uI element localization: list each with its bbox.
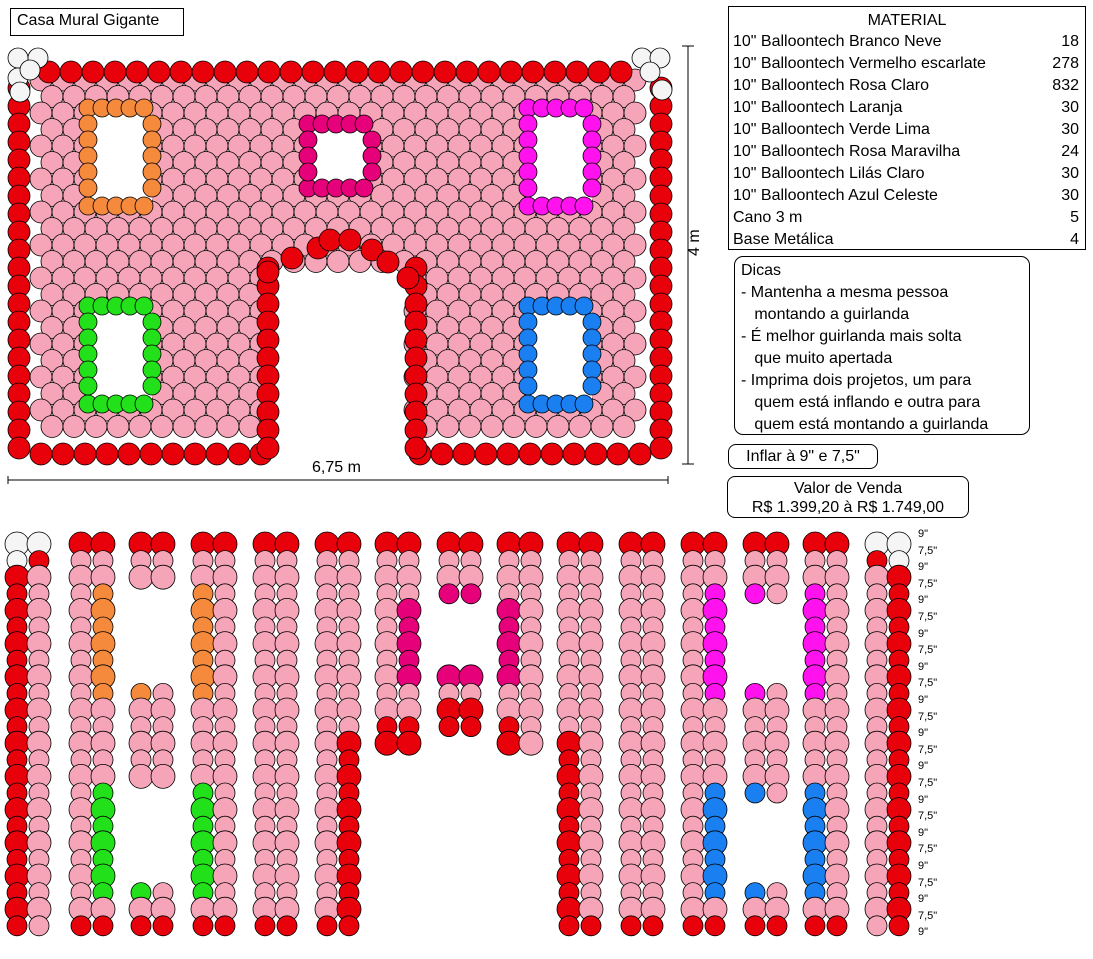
size-label: 7,5" bbox=[918, 843, 938, 856]
tip-line: quem está inflando e outra para bbox=[741, 394, 981, 411]
red-balloon bbox=[193, 916, 213, 936]
red-balloon bbox=[118, 443, 140, 465]
blue-balloon bbox=[583, 345, 601, 363]
pink-balloon bbox=[481, 416, 503, 438]
size-label: 7,5" bbox=[918, 677, 938, 690]
rose-balloon bbox=[299, 131, 317, 149]
material-row bbox=[729, 185, 1085, 207]
material-name: Base Metálica bbox=[733, 231, 834, 248]
material-rows bbox=[729, 31, 1085, 251]
red-balloon bbox=[184, 443, 206, 465]
red-balloon bbox=[257, 437, 279, 459]
rose-balloon bbox=[363, 131, 381, 149]
size-label: 7,5" bbox=[918, 876, 938, 889]
orange-balloon bbox=[135, 197, 153, 215]
red-balloon bbox=[8, 437, 30, 459]
blue-balloon bbox=[519, 329, 537, 347]
red-balloon bbox=[827, 916, 847, 936]
size-label: 7,5" bbox=[918, 710, 938, 723]
size-label: 9" bbox=[918, 561, 929, 574]
lilac-balloon bbox=[583, 147, 601, 165]
pink-balloon bbox=[151, 565, 175, 589]
size-label: 9" bbox=[918, 926, 929, 939]
tips-box bbox=[734, 256, 1030, 435]
rose-balloon bbox=[299, 147, 317, 165]
material-name: 10" Balloontech Verde Lima bbox=[733, 121, 930, 138]
red-balloon bbox=[317, 916, 337, 936]
red-balloon bbox=[377, 251, 399, 273]
pink-balloon bbox=[173, 416, 195, 438]
pink-balloon bbox=[129, 416, 151, 438]
red-balloon bbox=[397, 731, 421, 755]
rose-balloon bbox=[355, 115, 373, 133]
red-balloon bbox=[104, 61, 126, 83]
rose-balloon bbox=[439, 584, 459, 604]
material-qty: 30 bbox=[1061, 165, 1079, 182]
pink-balloon bbox=[41, 416, 63, 438]
red-balloon bbox=[71, 916, 91, 936]
orange-balloon bbox=[143, 163, 161, 181]
pink-balloon bbox=[85, 416, 107, 438]
pink-balloon bbox=[569, 416, 591, 438]
pink-balloon bbox=[591, 416, 613, 438]
white-balloon bbox=[20, 60, 40, 80]
red-balloon bbox=[96, 443, 118, 465]
red-balloon bbox=[257, 261, 279, 283]
red-balloon bbox=[153, 916, 173, 936]
blue-balloon bbox=[519, 361, 537, 379]
pink-balloon bbox=[195, 416, 217, 438]
red-balloon bbox=[228, 443, 250, 465]
blue-balloon bbox=[519, 313, 537, 331]
size-label: 7,5" bbox=[918, 810, 938, 823]
material-name: 10" Balloontech Rosa Maravilha bbox=[733, 143, 961, 160]
green-balloon bbox=[143, 313, 161, 331]
green-balloon bbox=[79, 329, 97, 347]
red-balloon bbox=[302, 61, 324, 83]
red-balloon bbox=[566, 61, 588, 83]
red-balloon bbox=[93, 916, 113, 936]
tip-line: - Mantenha a mesma pessoa bbox=[741, 284, 949, 301]
size-label: 9" bbox=[918, 594, 929, 607]
size-label: 9" bbox=[918, 727, 929, 740]
blue-balloon bbox=[575, 297, 593, 315]
green-balloon bbox=[79, 313, 97, 331]
material-qty: 278 bbox=[1052, 55, 1079, 72]
pink-balloon bbox=[437, 416, 459, 438]
size-label: 7,5" bbox=[918, 743, 938, 756]
orange-balloon bbox=[79, 131, 97, 149]
material-name: 10" Balloontech Laranja bbox=[733, 99, 903, 116]
pink-balloon bbox=[129, 565, 153, 589]
pink-balloon bbox=[107, 416, 129, 438]
material-qty: 18 bbox=[1061, 33, 1079, 50]
rose-balloon bbox=[355, 179, 373, 197]
size-label: 9" bbox=[918, 760, 929, 773]
red-balloon bbox=[456, 61, 478, 83]
size-label: 7,5" bbox=[918, 777, 938, 789]
red-balloon bbox=[497, 443, 519, 465]
orange-balloon bbox=[79, 179, 97, 197]
pink-balloon bbox=[767, 783, 787, 803]
material-row bbox=[729, 163, 1085, 185]
red-balloon bbox=[705, 916, 725, 936]
pink-balloon bbox=[151, 416, 173, 438]
green-balloon bbox=[143, 329, 161, 347]
red-balloon bbox=[7, 916, 27, 936]
material-row bbox=[729, 97, 1085, 119]
red-balloon bbox=[767, 916, 787, 936]
red-balloon bbox=[745, 916, 765, 936]
red-balloon bbox=[581, 916, 601, 936]
lilac-balloon bbox=[519, 115, 537, 133]
pink-balloon bbox=[525, 416, 547, 438]
red-balloon bbox=[214, 61, 236, 83]
white-balloon bbox=[652, 80, 672, 100]
height-dimension-label: 4 m bbox=[686, 229, 703, 256]
material-qty: 4 bbox=[1070, 231, 1079, 248]
red-balloon bbox=[610, 61, 632, 83]
blue-balloon bbox=[583, 361, 601, 379]
material-qty: 30 bbox=[1061, 121, 1079, 138]
red-balloon bbox=[519, 443, 541, 465]
green-balloon bbox=[143, 377, 161, 395]
pink-balloon bbox=[63, 416, 85, 438]
orange-balloon bbox=[143, 115, 161, 133]
lilac-balloon bbox=[519, 147, 537, 165]
red-balloon bbox=[889, 916, 909, 936]
material-heading: MATERIAL bbox=[867, 12, 947, 29]
material-row bbox=[729, 207, 1085, 229]
material-qty: 30 bbox=[1061, 187, 1079, 204]
green-balloon bbox=[143, 345, 161, 363]
red-balloon bbox=[339, 229, 361, 251]
material-qty: 30 bbox=[1061, 99, 1079, 116]
red-balloon bbox=[368, 61, 390, 83]
material-qty: 832 bbox=[1052, 77, 1079, 94]
material-name: 10" Balloontech Lilás Claro bbox=[733, 165, 925, 182]
blue-balloon bbox=[575, 395, 593, 413]
blue-balloon bbox=[583, 377, 601, 395]
size-label: 7,5" bbox=[918, 577, 938, 590]
pink-balloon bbox=[867, 916, 887, 936]
price-box bbox=[727, 476, 969, 518]
size-label: 7,5" bbox=[918, 611, 938, 623]
red-balloon bbox=[192, 61, 214, 83]
red-balloon bbox=[324, 61, 346, 83]
red-balloon bbox=[82, 61, 104, 83]
material-row bbox=[729, 141, 1085, 163]
red-balloon bbox=[475, 443, 497, 465]
rose-balloon bbox=[363, 163, 381, 181]
lilac-balloon bbox=[583, 115, 601, 133]
red-balloon bbox=[541, 443, 563, 465]
red-balloon bbox=[60, 61, 82, 83]
pink-balloon bbox=[767, 584, 787, 604]
red-balloon bbox=[339, 916, 359, 936]
size-label: 9" bbox=[918, 826, 929, 839]
red-balloon bbox=[461, 717, 481, 737]
pink-balloon bbox=[29, 916, 49, 936]
size-label: 9" bbox=[918, 694, 929, 706]
tip-line: - Imprima dois projetos, um para bbox=[741, 372, 972, 389]
green-balloon bbox=[79, 377, 97, 395]
red-balloon bbox=[585, 443, 607, 465]
pink-balloon bbox=[151, 764, 175, 788]
tips-lines bbox=[741, 282, 1023, 436]
red-balloon bbox=[683, 916, 703, 936]
red-balloon bbox=[390, 61, 412, 83]
tip-line: quem está montando a guirlanda bbox=[741, 416, 989, 433]
orange-balloon bbox=[143, 179, 161, 197]
red-balloon bbox=[629, 443, 651, 465]
inflate-note: Inflar à 9" e 7,5" bbox=[728, 444, 878, 469]
lilac-balloon bbox=[745, 584, 765, 604]
red-balloon bbox=[412, 61, 434, 83]
price-label: Valor de Venda bbox=[793, 480, 903, 497]
blue-balloon bbox=[519, 345, 537, 363]
red-balloon bbox=[126, 61, 148, 83]
size-label: 7,5" bbox=[918, 644, 938, 657]
orange-balloon bbox=[143, 147, 161, 165]
green-balloon bbox=[79, 361, 97, 379]
red-balloon bbox=[52, 443, 74, 465]
red-balloon bbox=[563, 443, 585, 465]
green-balloon bbox=[79, 345, 97, 363]
size-label: 9" bbox=[918, 793, 929, 806]
red-balloon bbox=[497, 731, 521, 755]
green-balloon bbox=[135, 297, 153, 315]
red-balloon bbox=[148, 61, 170, 83]
pink-balloon bbox=[503, 416, 525, 438]
red-balloon bbox=[544, 61, 566, 83]
green-balloon bbox=[143, 361, 161, 379]
red-balloon bbox=[170, 61, 192, 83]
pink-balloon bbox=[547, 416, 569, 438]
material-list bbox=[728, 6, 1086, 250]
orange-balloon bbox=[79, 147, 97, 165]
red-balloon bbox=[319, 229, 341, 251]
red-balloon bbox=[650, 437, 672, 459]
orange-balloon bbox=[79, 163, 97, 181]
material-qty: 5 bbox=[1070, 209, 1079, 226]
red-balloon bbox=[588, 61, 610, 83]
pink-balloon bbox=[613, 416, 635, 438]
red-balloon bbox=[131, 916, 151, 936]
window-opening bbox=[88, 108, 152, 206]
red-balloon bbox=[522, 61, 544, 83]
red-balloon bbox=[215, 916, 235, 936]
lilac-balloon bbox=[519, 131, 537, 149]
size-label: 9" bbox=[918, 528, 929, 540]
red-balloon bbox=[607, 443, 629, 465]
red-balloon bbox=[162, 443, 184, 465]
window-opening bbox=[88, 306, 152, 404]
white-balloon bbox=[10, 82, 30, 102]
size-label: 9" bbox=[918, 860, 929, 872]
material-name: 10" Balloontech Vermelho escarlate bbox=[733, 55, 986, 72]
red-balloon bbox=[74, 443, 96, 465]
window-opening bbox=[528, 306, 592, 404]
lilac-balloon bbox=[575, 99, 593, 117]
red-balloon bbox=[439, 717, 459, 737]
lilac-balloon bbox=[575, 197, 593, 215]
orange-balloon bbox=[135, 99, 153, 117]
window-opening bbox=[528, 108, 592, 206]
size-label: 9" bbox=[918, 660, 929, 673]
blue-balloon bbox=[583, 313, 601, 331]
material-name: 10" Balloontech Branco Neve bbox=[733, 33, 942, 50]
tip-line: montando a guirlanda bbox=[741, 306, 910, 323]
red-balloon bbox=[478, 61, 500, 83]
tips-heading: Dicas bbox=[741, 262, 782, 279]
lilac-balloon bbox=[583, 131, 601, 149]
red-balloon bbox=[397, 267, 419, 289]
size-label: 9" bbox=[918, 893, 929, 906]
red-balloon bbox=[255, 916, 275, 936]
blue-balloon bbox=[745, 783, 765, 803]
size-label: 7,5" bbox=[918, 544, 938, 557]
lilac-balloon bbox=[519, 179, 537, 197]
red-balloon bbox=[281, 247, 303, 269]
material-row bbox=[729, 53, 1085, 75]
red-balloon bbox=[500, 61, 522, 83]
material-row bbox=[729, 119, 1085, 141]
red-balloon bbox=[643, 916, 663, 936]
material-qty: 24 bbox=[1061, 143, 1079, 160]
tip-line: - É melhor guirlanda mais solta bbox=[741, 328, 962, 345]
red-balloon bbox=[405, 437, 427, 459]
red-balloon bbox=[30, 443, 52, 465]
red-balloon bbox=[346, 61, 368, 83]
green-balloon bbox=[135, 395, 153, 413]
size-label: 7,5" bbox=[918, 909, 938, 922]
rose-balloon bbox=[299, 163, 317, 181]
lilac-balloon bbox=[519, 163, 537, 181]
window-opening bbox=[308, 124, 372, 188]
tip-line: que muito apertada bbox=[741, 350, 893, 367]
blue-balloon bbox=[519, 377, 537, 395]
red-balloon bbox=[453, 443, 475, 465]
red-balloon bbox=[206, 443, 228, 465]
red-balloon bbox=[434, 61, 456, 83]
white-balloon bbox=[640, 62, 660, 82]
pink-balloon bbox=[129, 764, 153, 788]
material-name: Cano 3 m bbox=[733, 209, 803, 226]
red-balloon bbox=[280, 61, 302, 83]
red-balloon bbox=[375, 731, 399, 755]
red-balloon bbox=[805, 916, 825, 936]
material-row bbox=[729, 75, 1085, 97]
blue-balloon bbox=[583, 329, 601, 347]
price-value: R$ 1.399,20 à R$ 1.749,00 bbox=[751, 499, 945, 516]
material-row bbox=[729, 229, 1085, 251]
pink-balloon bbox=[327, 251, 349, 273]
diagram-title: Casa Mural Gigante bbox=[10, 8, 184, 36]
orange-balloon bbox=[143, 131, 161, 149]
size-label: 9" bbox=[918, 627, 929, 640]
material-name: 10" Balloontech Rosa Claro bbox=[733, 77, 930, 94]
pink-balloon bbox=[519, 731, 543, 755]
red-balloon bbox=[559, 916, 579, 936]
pink-balloon bbox=[459, 416, 481, 438]
red-balloon bbox=[140, 443, 162, 465]
red-balloon bbox=[236, 61, 258, 83]
rose-balloon bbox=[363, 147, 381, 165]
red-balloon bbox=[621, 916, 641, 936]
material-row bbox=[729, 31, 1085, 53]
material-name: 10" Balloontech Azul Celeste bbox=[733, 187, 938, 204]
red-balloon bbox=[277, 916, 297, 936]
red-balloon bbox=[258, 61, 280, 83]
orange-balloon bbox=[79, 115, 97, 133]
width-dimension-label: 6,75 m bbox=[312, 459, 361, 476]
red-balloon bbox=[431, 443, 453, 465]
lilac-balloon bbox=[583, 179, 601, 197]
pink-balloon bbox=[217, 416, 239, 438]
rose-balloon bbox=[461, 584, 481, 604]
lilac-balloon bbox=[583, 163, 601, 181]
